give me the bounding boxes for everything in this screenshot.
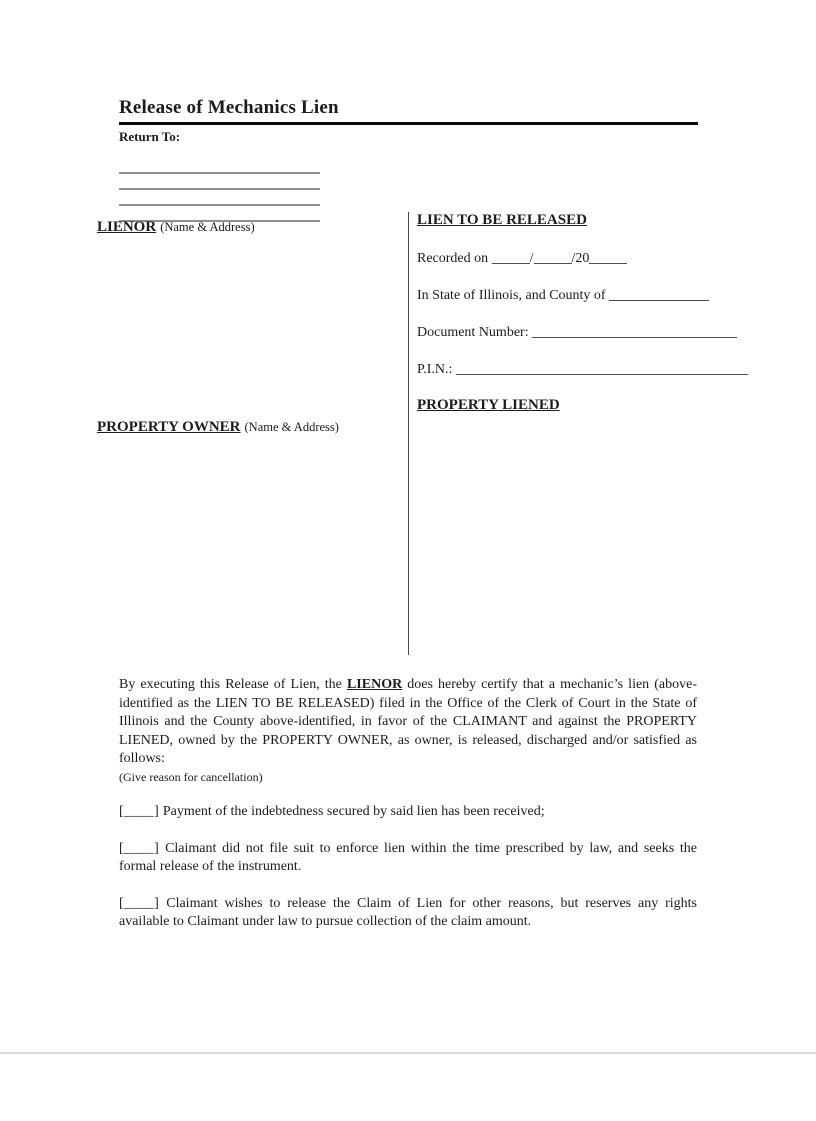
certification-paragraph xyxy=(119,676,697,769)
return-to-label: Return To: xyxy=(119,129,181,144)
title-block xyxy=(119,97,698,222)
certification-text-after: does hereby certify that a mechanic’s lien (above-identified as the LIEN TO BE RELEASED) filed in the Office of the Clerk of Court in the State of Illinois and the County above-identified, in favor of the CLAIMANT and against the PROPERTY LIENED, owned by the PROPERTY OWNER, as owner, is released, discharged and/or satisfied as follows: xyxy=(119,677,697,767)
property-owner-heading: PROPERTY OWNER xyxy=(97,419,241,435)
pin-field[interactable] xyxy=(456,362,748,375)
recorded-year-field[interactable] xyxy=(589,251,627,264)
lienor-subtitle: (Name & Address) xyxy=(160,220,255,234)
reason-note: (Give reason for cancellation) xyxy=(119,769,263,784)
date-year-prefix: /20 xyxy=(571,251,590,266)
recorded-on-row xyxy=(417,249,762,286)
certification-text-before: By executing this Release of Lien, the xyxy=(119,677,342,692)
pin-row xyxy=(417,360,762,397)
state-county-label: In State of Illinois, and County of xyxy=(417,288,606,303)
return-address-line-1[interactable] xyxy=(119,158,320,174)
lien-details-column xyxy=(417,212,762,434)
option-no-suit-filed xyxy=(119,840,697,877)
return-address-line-2[interactable] xyxy=(119,174,320,190)
document-number-field[interactable] xyxy=(532,325,737,338)
property-liened-heading: PROPERTY LIENED xyxy=(417,397,560,413)
checkbox-other-reasons[interactable]: [____] xyxy=(119,895,160,911)
recorded-day-field[interactable] xyxy=(534,251,572,264)
return-address-line-3[interactable] xyxy=(119,190,320,206)
certification-lienor-ref: LIENOR xyxy=(346,677,403,692)
checkbox-payment-received[interactable]: [____] xyxy=(119,803,160,819)
date-separator: / xyxy=(529,251,534,266)
recorded-on-label: Recorded on xyxy=(417,251,489,266)
pin-label: P.I.N.: xyxy=(417,362,453,377)
document-number-label: Document Number: xyxy=(417,325,529,340)
lienor-heading: LIENOR xyxy=(97,219,157,235)
county-field[interactable] xyxy=(609,288,709,301)
lien-to-be-released-heading: LIEN TO BE RELEASED xyxy=(417,212,587,228)
recorded-month-field[interactable] xyxy=(492,251,530,264)
document-number-row xyxy=(417,323,762,360)
property-owner-subtitle: (Name & Address) xyxy=(244,420,339,434)
option-other-reasons xyxy=(119,895,697,932)
option-other-reasons-label: Claimant wishes to release the Claim of Lien for other reasons, but reserves any rights available to Claimant under law to pursue collection of the claim amount. xyxy=(119,895,697,930)
property-owner-row xyxy=(97,418,402,436)
lienor-row xyxy=(97,218,402,236)
option-no-suit-filed-label: Claimant did not file suit to enforce lien within the time prescribed by law, and seeks the formal release of the instrument. xyxy=(119,840,698,875)
state-county-row xyxy=(417,286,762,323)
page-title: Release of Mechanics Lien xyxy=(119,97,698,125)
checkbox-no-suit-filed[interactable]: [____] xyxy=(119,840,160,856)
certification-block xyxy=(119,676,697,932)
option-payment-received-label: Payment of the indebtedness secured by said lien has been received; xyxy=(162,803,545,819)
page-bottom-boundary xyxy=(0,1052,816,1054)
option-payment-received xyxy=(119,803,697,822)
parties-column xyxy=(97,212,402,436)
column-divider xyxy=(408,212,409,655)
